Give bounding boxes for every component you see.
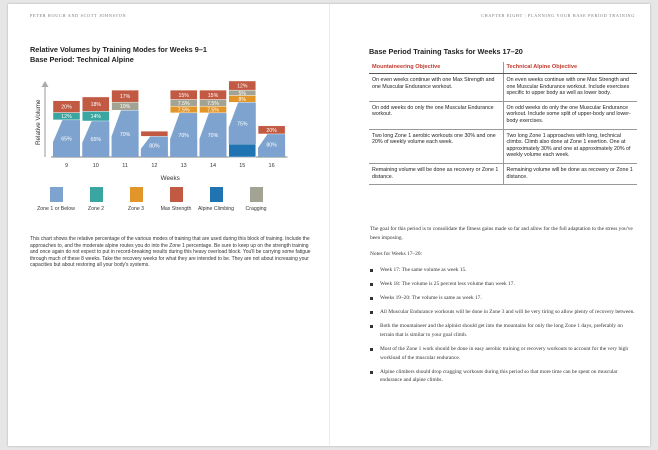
data-label: 12% bbox=[61, 114, 72, 121]
data-label: 12% bbox=[237, 83, 248, 90]
bar-segment bbox=[141, 131, 168, 136]
chart-description: This chart shows the relative percentage of the various modes of training that are used during this block of training. Include the approaches to, and the moderate alpine routes you do into the Zone 1 percentage. Be sure to keep up on the strength training and once again do not expect to put in record-breaking results during this heavy overload block. You'll be carrying some fatigue through much of these 8 weeks. Take the recovery weeks for what they are intended to be. They are not about increasing your capacities but about restoring all your body's systems. bbox=[30, 236, 311, 268]
data-label: 7.5% bbox=[207, 107, 219, 114]
list-item bbox=[370, 368, 638, 385]
legend-label: Zone 3 bbox=[127, 206, 145, 212]
data-label: 20% bbox=[266, 127, 277, 134]
table-cell: On even weeks continue with one Max Strength and one Muscular Endurance workout. bbox=[369, 74, 503, 102]
notes-title: Notes for Weeks 17–20: bbox=[370, 251, 423, 257]
legend-item bbox=[236, 187, 276, 212]
note-text: Weeks 19–20: The volume is same as week 17. bbox=[380, 295, 482, 302]
data-label: 70% bbox=[119, 131, 131, 138]
data-label: 70% bbox=[207, 133, 219, 140]
list-item bbox=[370, 294, 638, 303]
running-head-left: PETER ROUCH AND SCOTT JOHNSTON bbox=[30, 13, 127, 18]
list-item bbox=[370, 266, 638, 275]
notes-list bbox=[370, 266, 638, 390]
legend-swatch bbox=[210, 187, 223, 202]
data-label: 70% bbox=[178, 133, 189, 140]
legend-swatch bbox=[130, 187, 143, 202]
x-tick-label: 9 bbox=[64, 163, 69, 169]
bullet-icon bbox=[370, 269, 373, 272]
book-spread bbox=[8, 4, 650, 446]
running-head-separator: | bbox=[524, 13, 527, 18]
chart-title-line2: Base Period: Technical Alpine bbox=[30, 55, 134, 64]
table-row bbox=[369, 129, 637, 163]
data-label: 15% bbox=[178, 92, 189, 99]
table-row bbox=[369, 74, 637, 102]
bar-segment bbox=[141, 149, 168, 157]
list-item bbox=[370, 322, 638, 339]
bar-segment bbox=[170, 139, 197, 157]
note-text: All Muscular Endurance workouts will be done in Zone 3 and will be very tiring so allow plenty of recovery between. bbox=[380, 309, 635, 316]
data-label: 20% bbox=[61, 104, 72, 111]
table-cell: Two long Zone 1 approaches with long, technical climbs. Climb also done at Zone 1 exertion. One at approximately 30% and one at approximately 20% of weekly volume each week. bbox=[503, 129, 637, 163]
table-cell: On even weeks continue with one Max Strength and one Muscular Endurance workout. Include exercises specific to upper body as well as lower body. bbox=[503, 74, 637, 102]
y-axis-label: Relative Volume bbox=[35, 99, 42, 145]
data-label: 18% bbox=[90, 102, 101, 109]
data-label: 75% bbox=[237, 121, 248, 128]
y-axis-arrow-icon bbox=[42, 81, 49, 87]
table-title: Base Period Training Tasks for Weeks 17–20 bbox=[369, 47, 523, 56]
left-page bbox=[8, 4, 329, 446]
bullet-icon bbox=[370, 371, 373, 374]
legend-item bbox=[196, 187, 236, 212]
note-text: Alpine climbers should drop cragging workouts during this period so that more time can be spent on muscular endurance and alpine climbs. bbox=[380, 368, 618, 384]
legend-swatch bbox=[170, 187, 183, 202]
bar-segment bbox=[229, 127, 256, 144]
data-label: 10% bbox=[119, 104, 131, 111]
legend-item bbox=[156, 187, 196, 212]
bullet-icon bbox=[370, 297, 373, 300]
data-label: 7.5% bbox=[177, 100, 190, 107]
note-text: Week 18: The volume is 25 percent less volume than week 17. bbox=[380, 281, 515, 288]
chart-legend bbox=[36, 187, 276, 227]
column-header-technical-alpine: Technical Alpine Objective bbox=[503, 62, 637, 74]
bullet-icon bbox=[370, 348, 373, 351]
x-axis-label: Weeks bbox=[160, 175, 180, 182]
data-label: 8% bbox=[238, 96, 247, 103]
running-head-chapter: CHAPTER EIGHT bbox=[481, 13, 523, 18]
legend-item bbox=[116, 187, 156, 212]
x-tick-label: 16 bbox=[268, 163, 275, 169]
x-tick-label: 13 bbox=[180, 163, 187, 169]
note-text: Both the mountaineer and the alpinist should get into the mountains for only the long Zone 1 days, preferably on terrain that is similar to your goal climb. bbox=[380, 323, 623, 338]
training-tasks-table bbox=[369, 62, 637, 185]
legend-swatch bbox=[50, 187, 63, 202]
column-header-mountaineering: Mountaineering Objective bbox=[369, 62, 503, 74]
table-cell: Remaining volume will be done as recovery or Zone 1 distance. bbox=[369, 163, 503, 184]
bar-segment bbox=[258, 148, 285, 157]
list-item bbox=[370, 280, 638, 289]
data-label: 15% bbox=[207, 92, 219, 99]
data-label: 14% bbox=[90, 114, 101, 121]
data-label: 65% bbox=[90, 136, 101, 143]
bar-segment bbox=[82, 143, 109, 157]
legend-label: Zone 2 bbox=[87, 206, 105, 212]
list-item bbox=[370, 345, 638, 362]
table-cell: Remaining volume will be done as recovery or Zone 1 distance. bbox=[503, 163, 637, 184]
table-cell: On odd weeks do only the one Muscular Endurance workout. Include some split of upper-body and lower-body exercises. bbox=[503, 101, 637, 129]
bar-segment bbox=[200, 139, 227, 157]
table-row bbox=[369, 101, 637, 129]
bullet-icon bbox=[370, 325, 373, 328]
running-head-right bbox=[481, 13, 635, 18]
right-page bbox=[329, 4, 651, 446]
data-label: 80% bbox=[149, 143, 160, 150]
x-tick-label: 11 bbox=[122, 163, 128, 169]
data-label: 65% bbox=[61, 136, 72, 143]
bullet-icon bbox=[370, 311, 373, 314]
data-label: 80% bbox=[266, 142, 277, 149]
table-cell: Two long Zone 1 aerobic workouts one 30% and one 20% of weekly volume each week. bbox=[369, 129, 503, 163]
data-label: 5% bbox=[238, 90, 247, 97]
running-head-title: PLANNING YOUR BASE PERIOD TRAINING bbox=[527, 13, 635, 18]
legend-label: Cragging bbox=[245, 206, 267, 212]
x-tick-label: 15 bbox=[239, 163, 246, 169]
table-header-row bbox=[369, 62, 637, 74]
legend-label: Zone 1 or Below bbox=[37, 206, 75, 212]
x-tick-label: 10 bbox=[92, 163, 99, 169]
note-text: Most of the Zone 1 work should be done in easy aerobic training or recovery workouts to account for the very high workload of the muscular endurance. bbox=[380, 346, 629, 361]
legend-item bbox=[36, 187, 76, 212]
bullet-icon bbox=[370, 283, 373, 286]
goal-paragraph: The goal for this period is to consolidate the fitness gains made so far and allow for the full adaptation to the stress you've been imposing. bbox=[370, 226, 633, 241]
legend-swatch bbox=[250, 187, 263, 202]
bar-segment bbox=[53, 142, 80, 157]
chart-title-line1: Relative Volumes by Training Modes for Weeks 9–1 bbox=[30, 45, 207, 54]
note-text: Week 17: The same volume as week 15. bbox=[380, 267, 467, 273]
x-tick-label: 12 bbox=[151, 163, 158, 169]
bar-segment bbox=[229, 144, 256, 157]
table-cell: On odd weeks do only the one Muscular Endurance workout. bbox=[369, 101, 503, 129]
list-item bbox=[370, 308, 638, 317]
legend-label: Max Strength bbox=[160, 206, 192, 212]
legend-swatch bbox=[90, 187, 103, 202]
chart-title bbox=[30, 45, 207, 65]
data-label: 7.5% bbox=[177, 107, 190, 114]
table-row bbox=[369, 163, 637, 184]
data-label: 17% bbox=[119, 94, 131, 101]
bar-segment bbox=[112, 136, 139, 157]
legend-label: Alpine Climbing bbox=[197, 206, 235, 212]
chart-svg bbox=[30, 74, 320, 184]
legend-item bbox=[76, 187, 116, 212]
x-tick-label: 14 bbox=[209, 163, 217, 169]
data-label: 7.5% bbox=[207, 100, 219, 107]
